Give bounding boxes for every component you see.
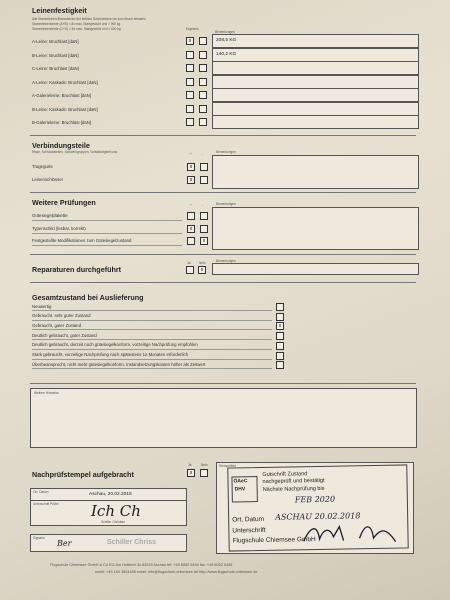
repairs-remarks-header: Bemerkungen	[216, 259, 236, 263]
divider	[30, 383, 416, 384]
other-checks-minus-checkbox[interactable]	[200, 237, 208, 245]
stamp-text-2: nachgeprüft und bestätigt	[262, 477, 325, 485]
stamp-place-date-label: Ort, Datum	[232, 515, 265, 524]
stamp-place-date-value: ASCHAU 20.02.2018	[275, 511, 361, 522]
stamp-applied-yes-mark: x	[189, 470, 193, 476]
overall-checkbox[interactable]	[276, 303, 284, 311]
line-strength-plus-checkbox[interactable]	[186, 37, 194, 45]
line-strength-remarks-field[interactable]	[212, 48, 419, 62]
overall-checkbox[interactable]	[276, 313, 284, 321]
connectors-plus-checkbox-mark: x	[189, 177, 193, 183]
line-strength-remark-value: 140,2 KG	[216, 51, 237, 57]
examiner-signature: Ich Ch	[91, 502, 141, 520]
stamp-yes-header: Ja	[188, 463, 192, 467]
line-strength-plus-checkbox[interactable]	[186, 64, 194, 72]
divider	[30, 254, 416, 255]
line-strength-minus-checkbox[interactable]	[199, 105, 207, 113]
footer-line-2: mobil: +49 160 3804495 email: info@flugschule-chiemsee.de http://www.flugschule-chiemsee.de	[95, 570, 258, 574]
overall-label: Deutlich gebraucht, guter Zustand	[32, 332, 97, 338]
other-checks-plus-checkbox[interactable]	[187, 225, 195, 233]
other-checks-remarks-box[interactable]	[212, 207, 419, 250]
line-strength-minus-checkbox[interactable]	[199, 118, 207, 126]
row-underline	[32, 233, 182, 234]
repairs-yes-header: Ja	[187, 261, 191, 265]
line-strength-label: A-Leine: Bruchlast [daN]	[32, 39, 79, 44]
stamp-handwritten-signature	[299, 520, 399, 548]
stamp-field-label: Stempelfeld	[219, 464, 236, 468]
connectors-label: Leinenschlösser	[32, 177, 64, 182]
other-checks-plus-checkbox[interactable]	[187, 237, 195, 245]
examiner-signature-field[interactable]	[30, 500, 187, 526]
other-checks-title: Weitere Prüfungen	[32, 198, 96, 207]
other-checks-plus-header: +	[190, 203, 192, 207]
row-underline	[32, 329, 272, 330]
repairs-title: Reparaturen durchgeführt	[32, 265, 122, 274]
divider	[30, 135, 416, 136]
row-underline	[32, 320, 272, 321]
connectors-minus-checkbox[interactable]	[200, 176, 208, 184]
line-strength-title: Leinenfestigkeit	[32, 6, 87, 15]
line-strength-remarks-field[interactable]	[212, 88, 419, 102]
overall-label: Gebraucht, sehr guter Zustand	[32, 313, 91, 319]
other-checks-label: Festgestellte Modifikationen zum Gütesiegelzustand	[32, 238, 132, 243]
stamp-company: Flugschule Chiemsee GmbH	[232, 536, 316, 545]
overall-checkbox[interactable]	[276, 352, 284, 360]
connectors-minus-header: -	[202, 152, 204, 156]
footer-line-1: Flugschule Chiemsee GmbH & Co KG Am Hofbichl 3c 83229 Aschau tel: +49 8052 9494 fax: +49 8052 9495	[50, 563, 233, 567]
overall-label: Überbeansprucht, nicht mehr gütesiegelkonform, Instandsetzungskosten höher als Zeitwert	[32, 361, 206, 367]
row-underline	[32, 359, 272, 360]
stamp-no-header: Nein	[201, 463, 208, 467]
examiner-name: Schiller Christian	[101, 520, 125, 524]
line-strength-plus-checkbox-mark: x	[188, 38, 192, 44]
other-checks-label: Typenschild (lesbar, korrekt)	[32, 225, 86, 231]
line-strength-label: B-Leine: Kaskade: Bruchlast [daN]	[32, 106, 98, 112]
other-checks-remarks-header: Bemerkungen	[216, 202, 236, 206]
repairs-yes-checkbox[interactable]	[186, 266, 194, 274]
row-underline	[32, 368, 272, 369]
divider	[30, 282, 416, 283]
place-date-label: Ort, Datum	[33, 490, 49, 494]
row-underline	[32, 310, 272, 311]
other-checks-label: Gütesiegelplakette	[32, 213, 68, 218]
connectors-label: Tragegurte	[32, 164, 53, 169]
line-strength-label: A-Leine: Kaskade: Bruchlast [daN]	[32, 79, 98, 85]
line-strength-remarks-field[interactable]	[212, 34, 419, 48]
other-checks-minus-header: -	[202, 203, 204, 207]
stamp-next-date: FEB 2020	[294, 494, 336, 505]
other-checks-plus-checkbox-mark: x	[189, 225, 193, 232]
line-strength-intro-2: Stammleinenbreite (A+B) = 8x max. Startgewicht und > 900 kg	[32, 22, 121, 26]
overall-checkbox[interactable]	[276, 322, 284, 330]
stamp-applied-yes-checkbox[interactable]	[187, 469, 195, 477]
connectors-plus-checkbox[interactable]	[187, 176, 195, 184]
row-underline	[32, 349, 272, 350]
notes-box[interactable]	[30, 388, 417, 448]
lower-signature-label: Signatur	[33, 536, 45, 540]
repairs-remarks-box[interactable]	[212, 263, 419, 275]
lower-signature-name: Schiller Chriss	[107, 539, 157, 546]
notes-label: Weitere Hinweise	[34, 391, 59, 395]
connectors-remarks-header: Bemerkungen	[216, 150, 236, 154]
line-strength-plus-checkbox[interactable]	[186, 51, 194, 59]
overall-label: Neuwertig	[32, 303, 52, 309]
line-strength-plus-checkbox[interactable]	[186, 105, 194, 113]
repairs-no-header: Nein	[199, 261, 206, 265]
line-strength-remark-value: 208,5 KG	[216, 38, 237, 43]
stamp-signature-label: Unterschrift	[232, 526, 266, 535]
line-strength-remarks-field[interactable]	[212, 102, 419, 116]
connectors-remarks-box[interactable]	[212, 155, 419, 189]
stamp-logo-line2: DHV	[234, 486, 246, 493]
line-strength-label: C-Leine: Bruchlast [daN]	[32, 66, 79, 71]
row-underline	[32, 220, 182, 221]
connectors-intro: Risse, Schraubstellen, Schweißgruppen, Vollständigkeit usw.	[32, 150, 118, 154]
overall-label: Stark gebraucht, vorzeitige Nachprüfung nach spätestens 12 Monaten erforderlich	[32, 352, 188, 357]
connectors-plus-header: +	[190, 152, 192, 156]
line-strength-minus-checkbox[interactable]	[199, 78, 207, 86]
stamp-section-title: Nachprüfstempel aufgebracht	[32, 470, 134, 479]
line-strength-plus-checkbox[interactable]	[186, 91, 194, 99]
examiner-signature-label: Unterschrift Prüfer	[33, 502, 59, 506]
stamp-text-3: Nächste Nachprüfung bis	[262, 485, 325, 493]
other-checks-minus-checkbox[interactable]	[200, 225, 208, 233]
overall-title: Gesamtzustand bei Auslieferung	[32, 293, 144, 302]
line-strength-minus-checkbox[interactable]	[199, 37, 207, 45]
line-strength-plus-checkbox[interactable]	[186, 118, 194, 126]
connectors-minus-checkbox[interactable]	[200, 163, 208, 171]
other-checks-minus-checkbox-mark: x	[202, 238, 206, 244]
connectors-plus-checkbox-mark: x	[189, 164, 193, 170]
overall-checkbox[interactable]	[276, 361, 284, 369]
line-strength-label: B-Galerieleine: Bruchlast [daN]	[32, 120, 91, 125]
stamp-text-1: Gutschrift Zustand	[262, 471, 308, 478]
connectors-plus-checkbox[interactable]	[187, 163, 195, 171]
overall-checkbox[interactable]	[276, 332, 284, 340]
connectors-title: Verbindungsteile	[32, 141, 90, 150]
place-date-value: Aschau, 20.02.2018	[89, 492, 132, 497]
line-strength-result-header: Ergebnis	[186, 27, 199, 31]
line-strength-plus-checkbox[interactable]	[186, 78, 194, 86]
line-strength-remarks-header: Bemerkungen	[215, 30, 235, 34]
line-strength-minus-checkbox[interactable]	[199, 51, 207, 59]
line-strength-label: B-Leine: Bruchlast [daN]	[32, 52, 79, 58]
row-underline	[32, 339, 272, 340]
line-strength-minus-checkbox[interactable]	[199, 64, 207, 72]
stamp-logo-line1: ÖAeC	[233, 478, 248, 485]
repairs-no-checkbox[interactable]	[198, 266, 206, 274]
other-checks-plus-checkbox[interactable]	[187, 212, 195, 220]
line-strength-minus-checkbox[interactable]	[199, 91, 207, 99]
repairs-no-mark: x	[200, 267, 204, 273]
overall-label: Gebraucht, guter Zustand	[32, 322, 81, 328]
overall-checkbox[interactable]	[276, 342, 284, 350]
overall-label: Deutlich gebraucht, derzeit noch gütesiegelkonform, vorzeitige Nachprüfung empfohlen	[32, 342, 198, 348]
line-strength-remarks-field[interactable]	[212, 115, 419, 129]
overall-checkbox-mark: x	[278, 323, 282, 330]
lower-signature-field[interactable]	[30, 534, 187, 552]
line-strength-remarks-field[interactable]	[212, 61, 419, 75]
line-strength-intro-1: Alle Stammleinen/Bremsleinen der tiefsten Schirmebene bis zum Bruch belasten	[32, 17, 146, 21]
inspection-stamp	[227, 464, 408, 551]
line-strength-label: A-Galerieleine: Bruchlast [daN]	[32, 93, 91, 98]
divider	[30, 192, 416, 193]
line-strength-remarks-field[interactable]	[212, 75, 419, 89]
row-underline	[32, 245, 182, 246]
line-strength-intro-3: Stammleinenbreite (C+D) = 6x max. Startgewicht und > 600 kg	[32, 27, 121, 31]
other-checks-minus-checkbox[interactable]	[200, 212, 208, 220]
stamp-applied-no-checkbox[interactable]	[200, 469, 208, 477]
lower-signature-mark: Ber	[57, 539, 72, 548]
